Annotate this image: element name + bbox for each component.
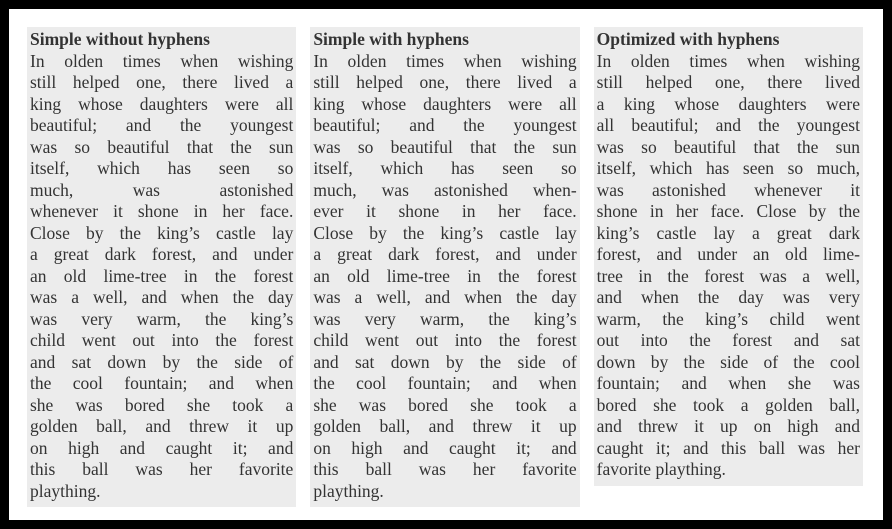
text-line: golden ball, and threw it up xyxy=(30,416,294,436)
text-line: whenever it shone in her face. xyxy=(30,201,294,221)
justification-comparison xyxy=(27,27,863,507)
text-line: a king whose daughters were xyxy=(596,93,860,114)
text-line: an old lime-tree in the forest xyxy=(30,265,294,286)
text-line: a great dark forest, and under xyxy=(313,244,577,264)
text-line: bored she took a golden ball, xyxy=(596,394,860,415)
text-line: the cool fountain; and when xyxy=(313,373,577,393)
text-line: golden ball, and threw it up xyxy=(313,416,577,436)
text-line: was very warm, the king’s xyxy=(313,308,577,329)
text-line: this ball was her favorite xyxy=(30,459,294,479)
text-line: king’s castle lay a great dark xyxy=(596,222,860,243)
text-line: she was bored she took a xyxy=(30,394,294,415)
text-line: a great dark forest, and under xyxy=(30,244,294,264)
column-heading-optimized-with-hyphens: Optimized with hyphens xyxy=(596,29,780,49)
text-line: itself, which has seen so xyxy=(30,158,294,178)
column-text-simple-with-hyphens xyxy=(313,51,576,503)
text-line: was so beautiful that the sun xyxy=(596,136,860,157)
text-line: was astonished whenever it xyxy=(596,179,860,200)
text-line: favorite plaything. xyxy=(596,459,726,479)
text-line: itself, which has seen so much, xyxy=(596,158,860,178)
text-line: all beautiful; and the youngest xyxy=(596,115,860,135)
text-line: and threw it up on high and xyxy=(596,416,860,436)
text-line: plaything. xyxy=(313,480,384,501)
text-line: caught it; and this ball was her xyxy=(596,437,860,458)
text-line: In olden times when wishing xyxy=(313,50,577,71)
text-line: Close by the king’s castle lay xyxy=(30,222,294,243)
panel-optimized-with-hyphens xyxy=(594,27,863,486)
text-line: shone in her face. Close by the xyxy=(596,201,860,221)
text-line: down by the side of the cool xyxy=(596,351,860,372)
text-line: In olden times when wishing xyxy=(30,50,294,71)
column-heading-simple-without-hyphens: Simple without hyphens xyxy=(30,29,210,49)
text-line: still helped one, there lived a xyxy=(313,72,577,92)
text-line: plaything. xyxy=(30,480,101,501)
text-line: and sat down by the side of xyxy=(313,351,577,372)
panel-simple-without-hyphens xyxy=(27,27,296,507)
text-line: warm, the king’s child went xyxy=(596,308,860,329)
text-line: out into the forest and sat xyxy=(596,330,860,350)
text-line: much, was astonished xyxy=(30,179,294,200)
text-line: was a well, and when the day xyxy=(30,287,294,307)
text-line: ever it shone in her face. xyxy=(313,201,577,221)
text-line: on high and caught it; and xyxy=(313,437,577,458)
text-line: was a well, and when the day xyxy=(313,287,577,307)
text-line: this ball was her favorite xyxy=(313,459,577,479)
text-line: child went out into the forest xyxy=(30,330,294,350)
text-line: king whose daughters were all xyxy=(313,93,577,114)
text-line: and sat down by the side of xyxy=(30,351,294,372)
text-line: beautiful; and the youngest xyxy=(313,115,577,135)
text-line: tree in the forest was a well, xyxy=(596,265,860,286)
text-line: still helped one, there lived xyxy=(596,72,860,92)
column-heading-simple-with-hyphens: Simple with hyphens xyxy=(313,29,469,49)
text-line: still helped one, there lived a xyxy=(30,72,294,92)
text-line: forest, and under an old lime- xyxy=(596,244,860,264)
text-line: beautiful; and the youngest xyxy=(30,115,294,135)
text-line: on high and caught it; and xyxy=(30,437,294,458)
text-line: she was bored she took a xyxy=(313,394,577,415)
text-line: child went out into the forest xyxy=(313,330,577,350)
text-line: the cool fountain; and when xyxy=(30,373,294,393)
text-line: and when the day was very xyxy=(596,287,860,307)
text-line: Close by the king’s castle lay xyxy=(313,222,577,243)
text-line: was very warm, the king’s xyxy=(30,308,294,329)
text-line: In olden times when wishing xyxy=(596,50,860,71)
panel-simple-with-hyphens xyxy=(310,27,579,507)
column-text-optimized-with-hyphens xyxy=(597,51,860,481)
text-line: itself, which has seen so xyxy=(313,158,577,178)
text-line: was so beautiful that the sun xyxy=(30,136,294,157)
text-line: an old lime-tree in the forest xyxy=(313,265,577,286)
text-line: fountain; and when she was xyxy=(596,373,860,393)
text-line: much, was astonished when- xyxy=(313,179,577,200)
column-text-simple-without-hyphens xyxy=(30,51,293,503)
text-line: king whose daughters were all xyxy=(30,93,294,114)
text-line: was so beautiful that the sun xyxy=(313,136,577,157)
